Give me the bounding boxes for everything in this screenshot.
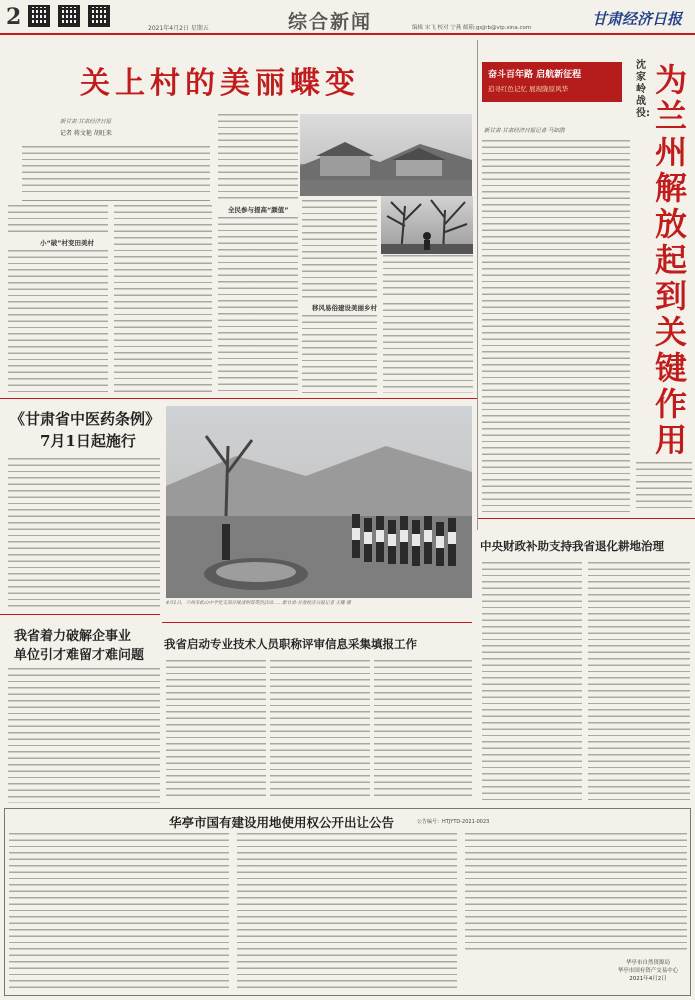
tcm-body: [8, 458, 160, 608]
survey-body-col-1: [166, 660, 266, 800]
notice-body-col-2: [237, 833, 457, 991]
lead-body-col-5: [383, 255, 473, 298]
lead-body-col-1a: [8, 205, 108, 233]
notice-issuer: 华亭市自然资源局: [625, 960, 670, 966]
lead-subhead-2: 全民参与提高“颜值”: [228, 206, 289, 214]
section-title: 综合新闻: [288, 11, 373, 33]
survey-body-col-2: [270, 660, 370, 800]
tcm-headline-1: 《甘肃省中医药条例》: [10, 410, 161, 428]
series-banner-title: 奋斗百年路 启航新征程: [488, 70, 582, 80]
section-rule-4: [478, 518, 695, 519]
lead-body-col-4: [302, 200, 377, 298]
ceremony-photo: [166, 406, 472, 598]
series-byline: 新甘肃·甘肃经济日报记者 马如鹃: [484, 128, 565, 134]
lead-body-col-3a: [218, 114, 298, 202]
lead-body-col-3b: [218, 217, 298, 392]
series-kicker: 沈家岭战役:: [636, 60, 650, 119]
notice-signature: [609, 959, 687, 983]
lead-intro-rule: [22, 200, 210, 201]
lead-subhead-1: 小“破”村变田美村: [40, 239, 95, 247]
notice-date: 2021年4月2日: [629, 976, 667, 982]
fiscal-body-col-1: [482, 562, 582, 800]
talent-body: [8, 668, 160, 803]
lead-subhead-3: 移风易俗建设美丽乡村: [312, 304, 377, 312]
survey-headline: 我省启动专业技术人员职称评审信息采集填报工作: [164, 637, 417, 651]
notice-box: [4, 808, 691, 996]
lead-byline: [60, 117, 200, 137]
talent-headline-1: 我省着力破解企事业: [14, 629, 132, 644]
lead-byline-reporters: 记者 蒋文艳 胡旺来: [60, 130, 112, 137]
notice-body-col-1: [9, 833, 229, 991]
lead-body-col-1b: [8, 250, 108, 392]
notice-number: 公告编号：HTJYTD-2021-0023: [417, 819, 490, 825]
section-rule-2: [0, 614, 160, 615]
page-number: 2: [6, 4, 22, 30]
village-photo: [300, 114, 472, 196]
fiscal-headline: 中央财政补助支持我省退化耕地治理: [480, 539, 664, 553]
lead-headline: 关上村的美丽蝶变: [80, 66, 360, 101]
masthead-rule: [0, 33, 695, 35]
series-headline: 为兰州解放起到关键作用: [654, 61, 687, 459]
lead-body-col-2: [114, 205, 212, 392]
talent-headline-2: 单位引才难留才难问题: [14, 648, 145, 663]
qr-code-3: [88, 5, 110, 27]
masthead: [0, 0, 695, 34]
notice-issuer-2: 华亭市国有资产交易中心: [617, 968, 679, 974]
section-rule-3: [162, 622, 472, 623]
survey-body-col-3: [374, 660, 472, 800]
series-banner: [482, 62, 622, 102]
tcm-headline-2: 7月1日起施行: [40, 432, 136, 450]
issue-date: 2021年4月2日 星期五: [148, 25, 209, 32]
series-banner-sub: 追寻红色记忆 展现陇原风华: [488, 85, 569, 93]
column-divider: [477, 40, 478, 530]
lead-intro-text: [22, 146, 210, 196]
fiscal-body-col-2: [588, 562, 690, 800]
lead-byline-source: 新甘肃·甘肃经济日报: [60, 119, 112, 125]
section-rule-1: [0, 398, 477, 399]
series-body-col-2: [636, 462, 692, 512]
paper-name: 甘肃经济日报: [592, 10, 683, 28]
lead-body-col-6: [302, 315, 377, 393]
series-body-col-1: [482, 140, 630, 512]
qr-code-1: [28, 5, 50, 27]
qr-code-2: [58, 5, 80, 27]
lead-body-col-7: [383, 303, 473, 393]
ceremony-photo-caption: 4月1日，兰州市松山中学党支部开展清明祭英烈活动……新甘肃·甘肃经济日报记者 王耀 摄: [166, 601, 351, 606]
editors-line: 编辑 宋飞 校对 宁燕 邮箱:gsjjrb@vip.sina.com: [412, 25, 532, 31]
notice-headline: 华亭市国有建设用地使用权公开出让公告: [169, 815, 395, 830]
notice-body-col-3: [465, 833, 687, 951]
tree-photo: [381, 196, 473, 254]
